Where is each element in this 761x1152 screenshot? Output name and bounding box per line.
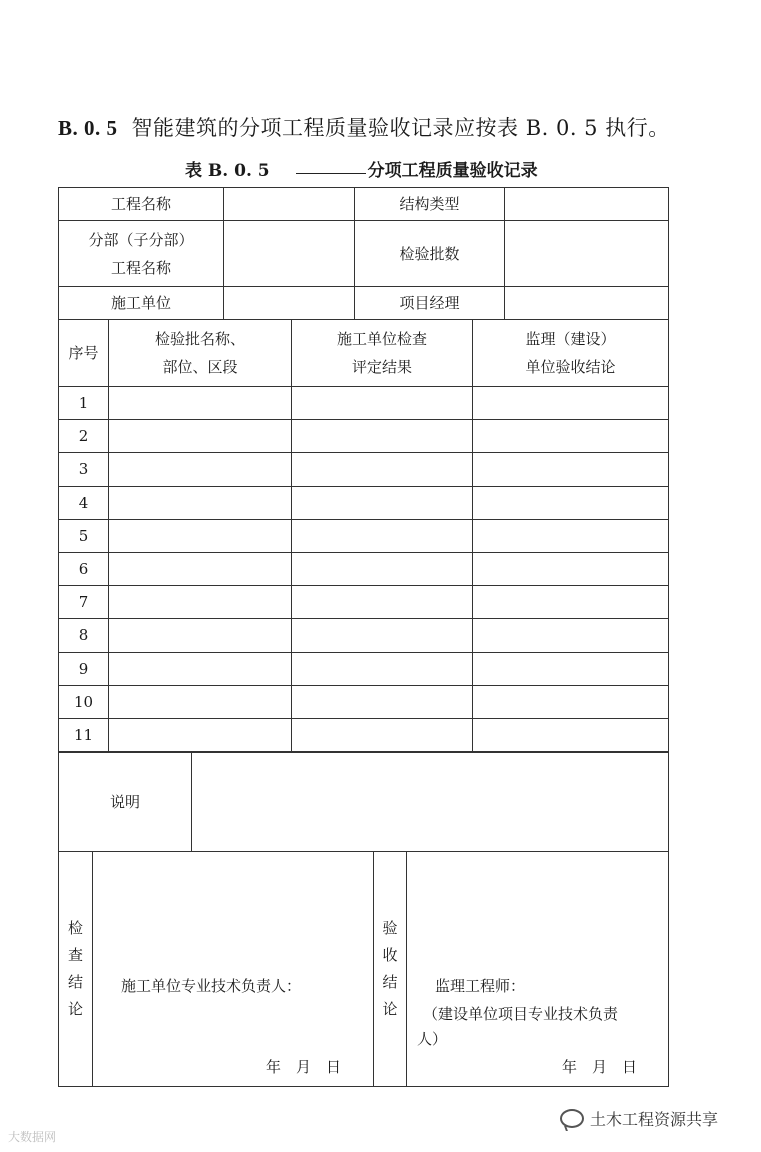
project-name-label: 工程名称 (58, 187, 224, 221)
structure-type-label: 结构类型 (354, 187, 505, 221)
row-batch-cell[interactable] (108, 452, 292, 486)
row-contractor-result-cell[interactable] (291, 718, 473, 752)
check-conclusion-char: 结 (67, 973, 83, 991)
row-supervisor-conclusion-cell[interactable] (472, 552, 669, 586)
row-batch-cell[interactable] (108, 419, 292, 453)
subdivision-label (58, 220, 224, 287)
row-contractor-result-cell[interactable] (291, 519, 473, 553)
row-contractor-result-cell[interactable] (291, 618, 473, 652)
notes-label: 说明 (58, 752, 192, 852)
row-supervisor-conclusion-cell[interactable] (472, 452, 669, 486)
acceptance-conclusion-vertical-text (382, 915, 397, 1023)
check-conclusion-char: 查 (67, 946, 83, 964)
section-number: B. 0. 5 (58, 116, 118, 140)
row-seq-cell: 11 (58, 718, 109, 752)
row-contractor-result-cell[interactable] (291, 652, 473, 686)
row-batch-cell[interactable] (108, 718, 292, 752)
col-header-supervisor-conclusion (472, 319, 669, 387)
col-header-batch (108, 319, 292, 387)
contractor-signature-label: 施工单位专业技术负责人： (121, 977, 302, 995)
row-seq-cell: 9 (58, 652, 109, 686)
row-batch-cell[interactable] (108, 685, 292, 719)
contractor-date-label: 年 月 日 (266, 1058, 342, 1076)
row-seq-cell: 7 (58, 585, 109, 619)
owner-signature-label-line2: 人） (417, 1030, 448, 1048)
project-manager-label: 项目经理 (354, 286, 505, 320)
check-conclusion-vertical-text (68, 915, 83, 1023)
row-contractor-result-cell[interactable] (291, 419, 473, 453)
row-batch-cell[interactable] (108, 386, 292, 420)
row-supervisor-conclusion-cell[interactable] (472, 519, 669, 553)
check-conclusion-label (58, 851, 93, 1087)
title-blank-line (296, 173, 366, 174)
contractor-label: 施工单位 (58, 286, 224, 320)
col-header-batch-line1: 检验批名称、 (154, 330, 245, 348)
acceptance-conclusion-label (373, 851, 407, 1087)
col-header-supervisor-line2: 单位验收结论 (525, 358, 616, 376)
table-number: 表 B. 0. 5 (185, 161, 270, 181)
section-text: 智能建筑的分项工程质量验收记录应按表 B. 0. 5 执行。 (131, 116, 670, 140)
brand-watermark (560, 1107, 718, 1130)
row-contractor-result-cell[interactable] (291, 452, 473, 486)
row-supervisor-conclusion-cell[interactable] (472, 652, 669, 686)
row-contractor-result-cell[interactable] (291, 386, 473, 420)
row-batch-cell[interactable] (108, 519, 292, 553)
table-caption (185, 156, 538, 181)
watermark-left: 大数据网 (8, 1130, 57, 1144)
check-conclusion-char: 检 (67, 919, 83, 937)
row-batch-cell[interactable] (108, 585, 292, 619)
col-header-supervisor-line1: 监理（建设） (525, 330, 616, 348)
structure-type-value[interactable] (504, 187, 669, 221)
project-name-value[interactable] (223, 187, 355, 221)
brand-name: 土木工程资源共享 (590, 1110, 719, 1129)
subdivision-value[interactable] (223, 220, 355, 287)
row-supervisor-conclusion-cell[interactable] (472, 585, 669, 619)
section-heading (58, 112, 670, 142)
supervisor-signature-label: 监理工程师： (435, 977, 526, 995)
row-batch-cell[interactable] (108, 618, 292, 652)
row-seq-cell: 1 (58, 386, 109, 420)
owner-signature-label-line1: （建设单位项目专业技术负责 (423, 1005, 619, 1023)
supervisor-conclusion-area[interactable] (406, 851, 669, 1087)
col-header-contractor-line1: 施工单位检查 (336, 330, 427, 348)
inspection-batches-value[interactable] (504, 220, 669, 287)
row-seq-cell: 10 (58, 685, 109, 719)
col-header-contractor-line2: 评定结果 (351, 358, 412, 376)
row-batch-cell[interactable] (108, 486, 292, 520)
acceptance-conclusion-char: 结 (382, 973, 398, 991)
table-title: 分项工程质量验收记录 (367, 161, 538, 181)
inspection-batches-label: 检验批数 (354, 220, 505, 287)
acceptance-record-table (58, 187, 669, 1087)
row-supervisor-conclusion-cell[interactable] (472, 618, 669, 652)
row-contractor-result-cell[interactable] (291, 685, 473, 719)
contractor-value[interactable] (223, 286, 355, 320)
row-seq-cell: 5 (58, 519, 109, 553)
contractor-conclusion-area[interactable] (92, 851, 374, 1087)
project-manager-value[interactable] (504, 286, 669, 320)
row-supervisor-conclusion-cell[interactable] (472, 718, 669, 752)
row-seq-cell: 2 (58, 419, 109, 453)
row-supervisor-conclusion-cell[interactable] (472, 386, 669, 420)
row-supervisor-conclusion-cell[interactable] (472, 486, 669, 520)
supervisor-date-label: 年 月 日 (562, 1058, 638, 1076)
col-header-contractor-result (291, 319, 473, 387)
notes-value[interactable] (191, 752, 669, 852)
row-seq-cell: 4 (58, 486, 109, 520)
check-conclusion-char: 论 (67, 1000, 83, 1018)
row-contractor-result-cell[interactable] (291, 585, 473, 619)
row-supervisor-conclusion-cell[interactable] (472, 685, 669, 719)
row-contractor-result-cell[interactable] (291, 552, 473, 586)
chat-bubble-icon (560, 1109, 584, 1128)
row-batch-cell[interactable] (108, 552, 292, 586)
row-supervisor-conclusion-cell[interactable] (472, 419, 669, 453)
row-seq-cell: 8 (58, 618, 109, 652)
row-batch-cell[interactable] (108, 652, 292, 686)
col-header-seq: 序号 (58, 319, 109, 387)
subdivision-label-line1: 分部（子分部） (88, 230, 194, 249)
acceptance-conclusion-char: 验 (382, 919, 398, 937)
row-seq-cell: 3 (58, 452, 109, 486)
row-contractor-result-cell[interactable] (291, 486, 473, 520)
acceptance-conclusion-char: 论 (382, 1000, 398, 1018)
acceptance-conclusion-char: 收 (382, 946, 398, 964)
row-seq-cell: 6 (58, 552, 109, 586)
col-header-batch-line2: 部位、区段 (162, 358, 238, 376)
subdivision-label-line2: 工程名称 (110, 258, 171, 277)
